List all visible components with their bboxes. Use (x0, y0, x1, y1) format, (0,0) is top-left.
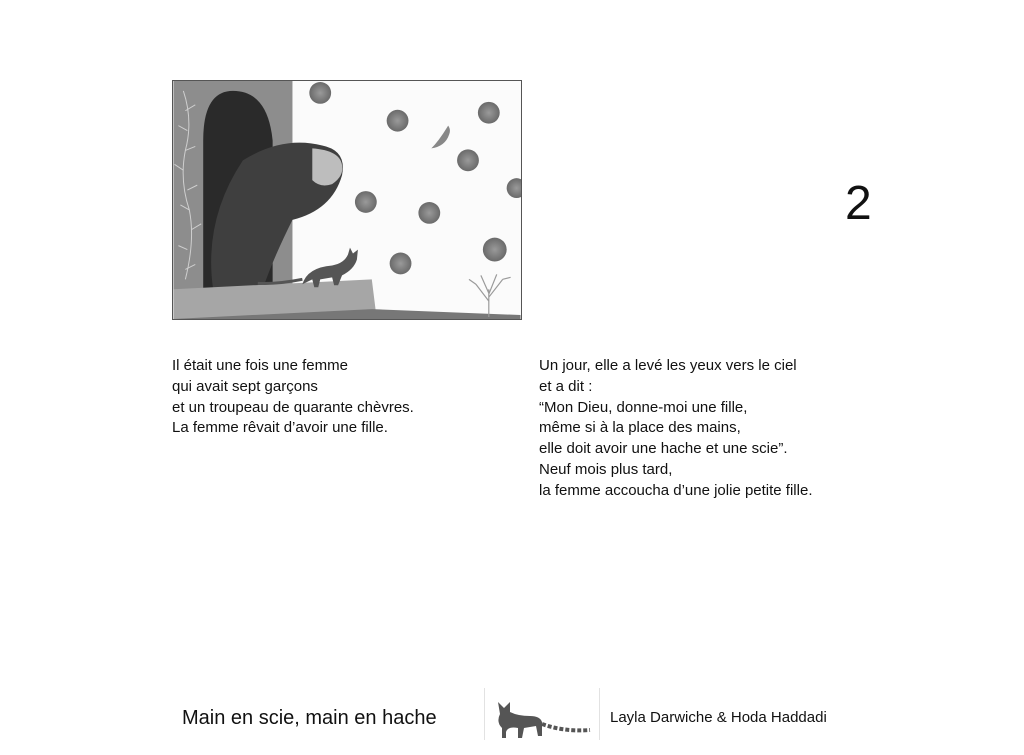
story-line: “Mon Dieu, donne-moi une fille, (539, 398, 748, 416)
book-authors: Layla Darwiche & Hoda Haddadi (610, 709, 827, 726)
story-illustration (173, 81, 521, 319)
story-line: qui avait sept garçons (172, 377, 318, 395)
story-line: et un troupeau de quarante chèvres. (172, 398, 414, 416)
story-line: et a dit : (539, 377, 593, 395)
story-line: même si à la place des mains, (539, 419, 741, 437)
story-text-left (172, 356, 414, 439)
story-line: Neuf mois plus tard, (539, 460, 673, 478)
story-line: la femme accoucha d’une jolie petite fille. (539, 481, 813, 499)
story-line: Il était une fois une femme (172, 357, 348, 374)
footer-divider (484, 688, 485, 740)
story-text-right (539, 356, 813, 502)
footer-divider (599, 688, 600, 740)
cat-icon (484, 688, 600, 744)
story-line: Un jour, elle a levé les yeux vers le ciel (539, 357, 797, 374)
footer-cat-logo (484, 688, 600, 744)
page-number: 2 (845, 177, 872, 230)
book-title: Main en scie, main en hache (182, 707, 437, 729)
story-line: La femme rêvait d’avoir une fille. (172, 419, 388, 437)
story-line: elle doit avoir une hache et une scie”. (539, 440, 788, 458)
illustration (172, 80, 522, 320)
